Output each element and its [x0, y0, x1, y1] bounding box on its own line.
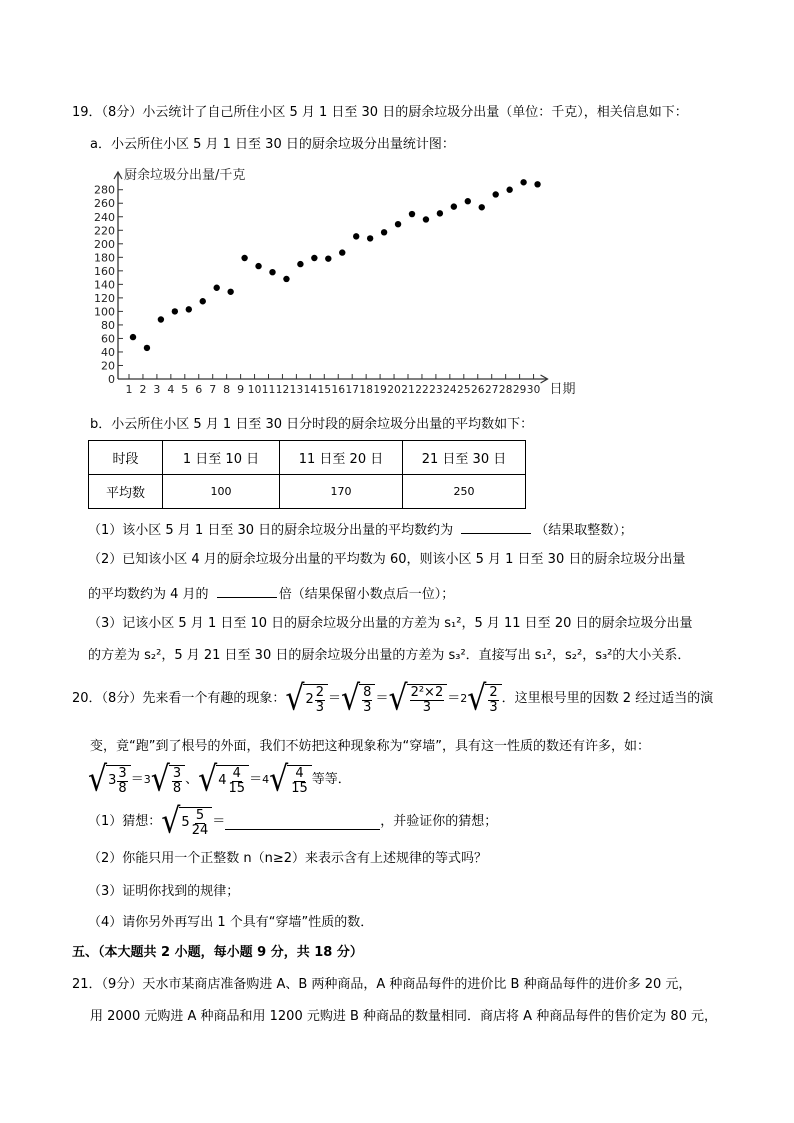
- svg-text:20: 20: [387, 384, 401, 396]
- q20-header-tail: ．这里根号里的因数 2 经过适当的演: [501, 691, 714, 706]
- q19-header: 19．（8分）小云统计了自己所住小区 5 月 1 日至 30 日的厨余垃圾分出量（单位：千克），相关信息如下：: [72, 105, 688, 120]
- q20-sub1-note: ，并验证你的猜想；: [380, 814, 498, 829]
- table-cell: 170: [280, 475, 403, 509]
- svg-text:0: 0: [108, 373, 115, 386]
- svg-text:17: 17: [345, 384, 359, 396]
- svg-text:80: 80: [101, 318, 115, 332]
- svg-text:60: 60: [101, 332, 115, 346]
- scatter-chart: [88, 165, 588, 400]
- q19-sub2-line2: [88, 583, 454, 604]
- table-cell: 1 日至 10 日: [163, 441, 280, 475]
- svg-text:220: 220: [94, 224, 115, 238]
- q20-line2: 变，竟“跑”到了根号的外面，我们不妨把这种现象称为“穿墙”，具有这一性质的数还有许多，如：: [90, 739, 650, 754]
- svg-text:200: 200: [94, 237, 115, 251]
- svg-text:21: 21: [401, 384, 415, 396]
- svg-text:16: 16: [331, 384, 345, 396]
- table-cell: 250: [403, 475, 526, 509]
- sqrt-expression: √ $\frac{2}{3}$: [467, 684, 501, 715]
- answer-blank-1[interactable]: [461, 519, 531, 534]
- svg-text:13: 13: [289, 384, 304, 396]
- svg-text:6: 6: [195, 383, 203, 396]
- svg-text:29: 29: [512, 384, 527, 396]
- svg-text:5: 5: [181, 383, 189, 396]
- q19-sub1-note: （结果取整数）；: [535, 523, 633, 538]
- svg-text:14: 14: [303, 384, 318, 396]
- answer-blank-3[interactable]: [225, 815, 380, 830]
- svg-text:10: 10: [247, 384, 262, 396]
- q19-part-a: a．小云所住小区 5 月 1 日至 30 日的厨余垃圾分出量统计图：: [90, 137, 455, 152]
- table-cell: 平均数: [89, 475, 163, 509]
- table-cell: 100: [163, 475, 280, 509]
- table-row: [89, 475, 526, 509]
- svg-text:3: 3: [153, 383, 161, 396]
- svg-text:180: 180: [94, 251, 115, 265]
- svg-text:12: 12: [275, 384, 290, 396]
- section-title: 五、（本大题共 2 小题，每小题 9 分，共 18 分）: [72, 945, 363, 960]
- svg-text:日期: 日期: [549, 382, 576, 397]
- q19-part-b: b．小云所住小区 5 月 1 日至 30 日分时段的厨余垃圾分出量的平均数如下：: [90, 417, 534, 432]
- svg-text:4: 4: [167, 383, 175, 396]
- svg-text:240: 240: [94, 210, 115, 224]
- svg-text:18: 18: [359, 384, 373, 396]
- sqrt-expression: √ 2 $\frac{2}{3}$: [285, 684, 328, 715]
- svg-text:280: 280: [94, 183, 115, 197]
- sqrt-expression: √ $\frac{8}{3}$: [341, 684, 375, 715]
- q19-sub2-text: 的平均数约为 4 月的: [88, 587, 209, 602]
- svg-text:8: 8: [223, 383, 231, 396]
- sqrt-expression: √ $\frac{\text{2²×2}}{3}$: [388, 684, 447, 715]
- q20-examples-tail: 等等．: [311, 772, 351, 787]
- svg-text:27: 27: [484, 384, 499, 396]
- svg-text:100: 100: [94, 305, 115, 319]
- svg-text:厨余垃圾分出量/千克: 厨余垃圾分出量/千克: [124, 168, 246, 183]
- answer-blank-2[interactable]: [217, 583, 277, 598]
- q21-line1: 21．（9分）天水市某商店准备购进 A、B 两种商品，A 种商品每件的进价比 B 种商品每件的进价多 20 元，: [72, 977, 692, 992]
- q20-sub1-text: （1）猜想：: [88, 814, 162, 829]
- svg-text:26: 26: [471, 384, 485, 396]
- table-cell: 21 日至 30 日: [403, 441, 526, 475]
- q20-sub2: （2）你能只用一个正整数 n（n≥2）来表示含有上述规律的等式吗？: [88, 851, 488, 866]
- average-table: [88, 440, 526, 509]
- q20-examples: [88, 761, 351, 799]
- svg-text:2: 2: [139, 383, 147, 396]
- table-cell: 时段: [89, 441, 163, 475]
- svg-text:24: 24: [443, 384, 457, 396]
- svg-text:1: 1: [125, 383, 133, 396]
- q19-sub2-line1: （2）已知该小区 4 月的厨余垃圾分出量的平均数为 60，则该小区 5 月 1 日至 30 日的厨余垃圾分出量: [88, 552, 686, 567]
- q20-sub1: [88, 803, 497, 841]
- q21-line2: 用 2000 元购进 A 种商品和用 1200 元购进 B 种商品的数量相同．商店将 A 种商品每件的售价定为 80 元，: [90, 1009, 718, 1024]
- svg-text:9: 9: [237, 383, 245, 396]
- q19-sub1: [88, 519, 633, 540]
- math-expression: √ 2 $\frac{2}{3}$ ＝ √ $\frac{8}{3}$ ＝ √ $\frac{\text{2²×2}}{3}$ ＝ 2 √ $\frac{2}{3}$: [285, 684, 501, 715]
- svg-text:19: 19: [373, 384, 387, 396]
- q20-header-text: 20．（8分）先来看一个有趣的现象：: [72, 691, 286, 706]
- svg-text:260: 260: [94, 197, 115, 211]
- math-expression: √ 5 $\frac{5}{24}$ ＝: [161, 801, 226, 842]
- svg-text:15: 15: [317, 384, 332, 396]
- svg-text:25: 25: [457, 384, 471, 396]
- q19-sub3-line2: 的方差为 s₂²，5 月 21 日至 30 日的厨余垃圾分出量的方差为 s₃²．直接写出 s₁²，s₂²，s₃²的大小关系．: [88, 648, 691, 663]
- q19-sub3-line1: （3）记该小区 5 月 1 日至 10 日的厨余垃圾分出量的方差为 s₁²，5 月 11 日至 20 日的厨余垃圾分出量: [88, 616, 693, 631]
- q20-header: [72, 677, 713, 721]
- table-cell: 11 日至 20 日: [280, 441, 403, 475]
- svg-text:22: 22: [415, 384, 429, 396]
- q20-sub4: （4）请你另外再写出 1 个具有“穿墙”性质的数．: [88, 915, 374, 930]
- svg-text:30: 30: [526, 384, 541, 396]
- q19-sub2-note: 倍（结果保留小数点后一位）；: [278, 587, 455, 602]
- svg-text:20: 20: [101, 359, 115, 373]
- q20-sub3: （3）证明你找到的规律；: [88, 884, 240, 899]
- svg-text:120: 120: [94, 291, 115, 305]
- svg-text:7: 7: [209, 383, 217, 396]
- svg-text:160: 160: [94, 264, 115, 278]
- table-header-row: [89, 441, 526, 475]
- svg-text:28: 28: [498, 384, 513, 396]
- svg-text:140: 140: [94, 278, 115, 292]
- svg-text:40: 40: [101, 345, 115, 359]
- svg-text:23: 23: [429, 384, 443, 396]
- q19-sub1-text: （1）该小区 5 月 1 日至 30 日的厨余垃圾分出量的平均数约为: [88, 523, 454, 538]
- math-expression: √ 3 $\frac{3}{8}$ ＝ 3 √ $\frac{3}{8}$ 、 √ 4 $\frac{4}{15}$ ＝ 4 √ $\frac{4}{15}$: [88, 765, 312, 796]
- svg-text:11: 11: [261, 384, 276, 396]
